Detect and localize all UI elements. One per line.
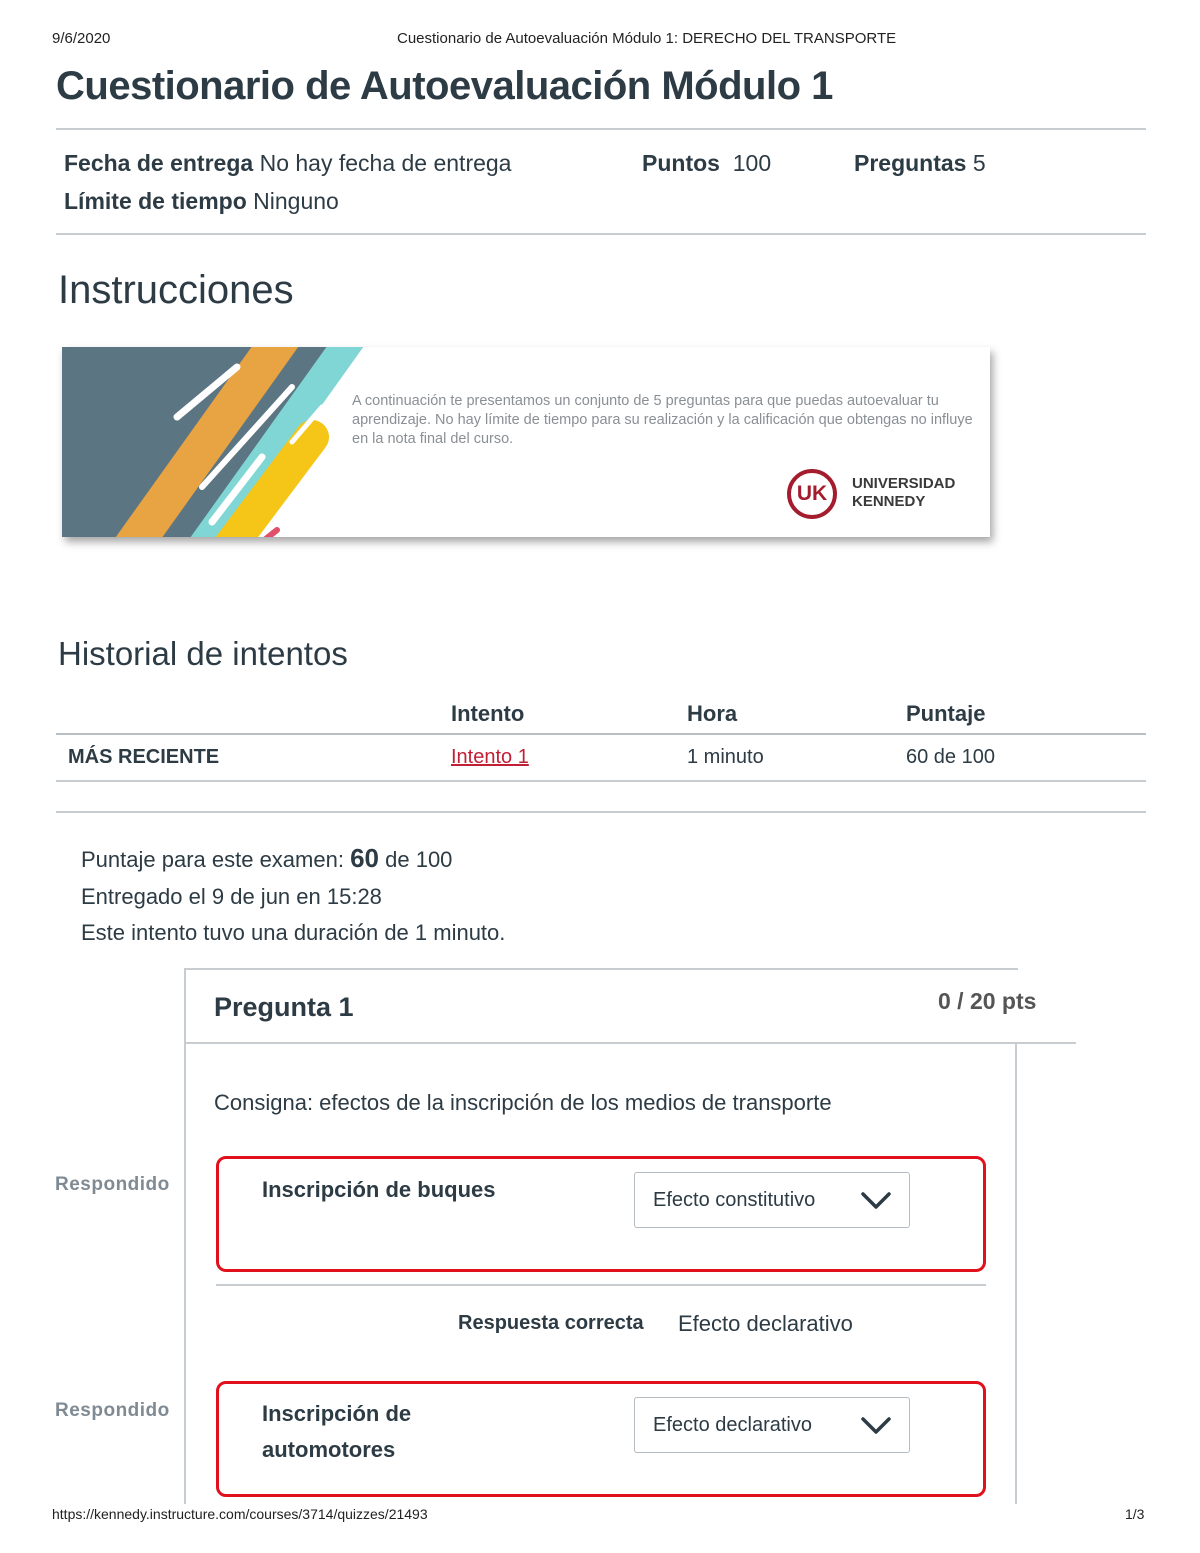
score-prefix: Puntaje para este examen:: [81, 847, 344, 872]
banner-text: A continuación te presentamos un conjunto de 5 preguntas para que puedas autoevaluar tu aprendizaje. No hay límite de tiempo para su realización y la calificación que obtengas no influye en la nota final del curso.: [352, 393, 973, 447]
points-value: 100: [732, 150, 772, 176]
divider: [56, 233, 1146, 235]
instructions-banner: [62, 347, 990, 537]
select-value: Efecto declarativo: [653, 1414, 812, 1436]
question-border: [184, 968, 186, 1044]
chevron-down-icon: [859, 1412, 893, 1438]
question-header-divider: [184, 1042, 1076, 1044]
due-date: [64, 150, 511, 177]
row-label: MÁS RECIENTE: [68, 746, 220, 768]
question-points: 0 / 20 pts: [938, 988, 1037, 1014]
university-logo: UK: [787, 469, 837, 519]
attempt-link[interactable]: Intento 1: [451, 746, 529, 768]
correct-answer-label: Respuesta correcta: [458, 1312, 644, 1334]
answer-select[interactable]: [634, 1172, 910, 1228]
submitted-info: Entregado el 9 de jun en 15:28: [81, 884, 382, 909]
question-title: Pregunta 1: [214, 992, 354, 1022]
time-limit-label: Límite de tiempo: [64, 188, 247, 214]
answered-tag: Respondido: [55, 1174, 170, 1195]
questions-label: Preguntas: [854, 150, 967, 176]
print-doc-title: Cuestionario de Autoevaluación Módulo 1: DERECHO DEL TRANSPORTE: [397, 30, 897, 47]
question-border: [1015, 1044, 1017, 1504]
university-name-line2: KENNEDY: [852, 493, 926, 510]
history-heading: Historial de intentos: [58, 635, 348, 672]
score-suffix: de 100: [385, 847, 453, 872]
points: [642, 150, 771, 177]
attempt-time: 1 minuto: [687, 746, 764, 768]
university-name-line1: UNIVERSIDAD: [852, 475, 956, 492]
time-limit: [64, 188, 339, 215]
answer-label: Inscripción de buques: [262, 1177, 496, 1202]
chevron-down-icon: [859, 1187, 893, 1213]
page-number: 1/3: [1125, 1506, 1145, 1522]
answer-divider: [216, 1284, 986, 1286]
page-title: Cuestionario de Autoevaluación Módulo 1: [56, 64, 833, 108]
column-header-attempt: Intento: [451, 701, 525, 726]
university-name: [852, 475, 955, 511]
answer-select[interactable]: [634, 1397, 910, 1453]
due-label: Fecha de entrega: [64, 150, 254, 176]
questions-value: 5: [972, 150, 986, 176]
answer-label-line1: Inscripción de: [262, 1401, 412, 1426]
answer-label: [262, 1396, 411, 1468]
print-date: 9/6/2020: [52, 30, 111, 47]
answered-tag: Respondido: [55, 1400, 170, 1421]
question-prompt: Consigna: efectos de la inscripción de los medios de transporte: [214, 1090, 832, 1115]
print-url: https://kennedy.instructure.com/courses/3714/quizzes/21493: [52, 1506, 428, 1522]
due-value: No hay fecha de entrega: [259, 150, 512, 176]
instructions-heading: Instrucciones: [58, 268, 294, 312]
question-border: [184, 968, 1018, 970]
divider: [56, 128, 1146, 130]
score-value: 60: [350, 843, 379, 873]
column-header-score: Puntaje: [906, 701, 986, 726]
attempt-score: 60 de 100: [906, 746, 995, 768]
question-border: [184, 1044, 186, 1504]
duration-info: Este intento tuvo una duración de 1 minuto.: [81, 920, 506, 945]
banner-graphic: [62, 347, 382, 537]
correct-answer-value: Efecto declarativo: [678, 1311, 853, 1336]
answer-label-line2: automotores: [262, 1437, 396, 1462]
table-header-divider: [56, 733, 1146, 735]
questions-count: [854, 150, 986, 177]
divider: [56, 811, 1146, 813]
time-limit-value: Ninguno: [253, 188, 339, 214]
exam-score: [81, 843, 452, 874]
table-row-divider: [56, 780, 1146, 782]
points-label: Puntos: [642, 150, 720, 176]
select-value: Efecto constitutivo: [653, 1189, 816, 1211]
column-header-time: Hora: [687, 701, 738, 726]
